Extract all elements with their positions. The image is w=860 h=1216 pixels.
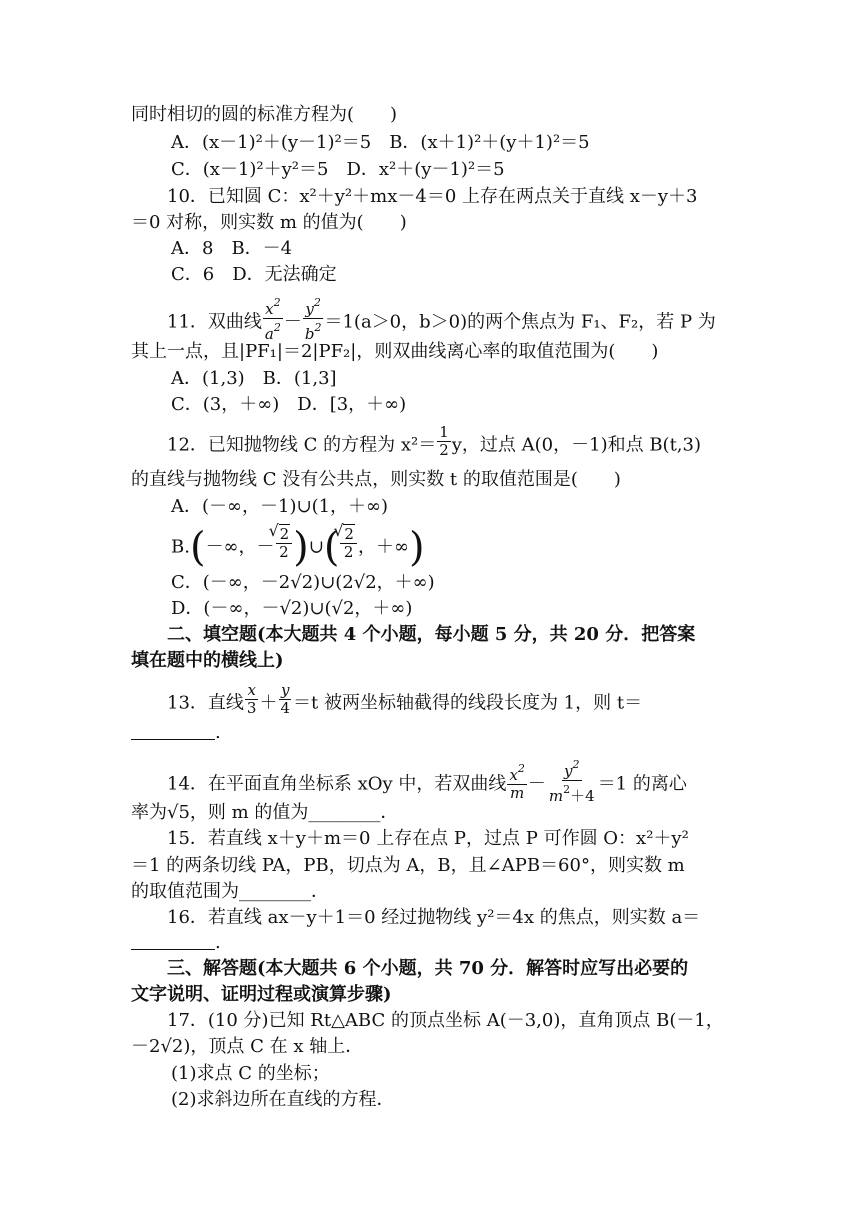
q14-prefix: 14．在平面直角坐标系 xOy 中，若双曲线: [167, 773, 507, 795]
q11-options-ab: A．(1,3) B．(1,3]: [171, 368, 337, 389]
q11-line1: 11．双曲线 $\frac{x^2}{a^2}$ － $\frac{y^2}{b^2}$ ＝1(a＞0，b＞0)的两个焦点为 F₁、F₂，若 P 为: [167, 296, 716, 343]
q10-line1: 10．已知圆 C：x²＋y²＋mx－4＝0 上存在两点关于直线 x－y＋3: [167, 186, 698, 207]
q17-part2: (2)求斜边所在直线的方程．: [171, 1089, 395, 1110]
q17-line1: 17．(10 分)已知 Rt△ABC 的顶点坐标 A(－3,0)，直角顶点 B(－1，: [167, 1010, 724, 1031]
q13-blank-line: .: [131, 720, 221, 746]
q11-suffix: ＝1(a＞0，b＞0)的两个焦点为 F₁、F₂，若 P 为: [324, 311, 716, 333]
q13-prefix: 13．直线: [167, 692, 244, 714]
q12-line1: [167, 423, 702, 459]
q11-line2: 其上一点，且|PF₁|＝2|PF₂|，则双曲线离心率的取值范围为( ): [131, 341, 659, 362]
q11-prefix: 11．双曲线: [167, 311, 262, 333]
q14-line1: 14．在平面直角坐标系 xOy 中，若双曲线 $\frac{x^2}{m}$ － $\frac{y^2}{m^2+4}$ ＝1 的离心: [167, 758, 687, 805]
q12-option-b: B.(－∞，－ √ $\frac{2}{2}$ )∪( √ $\frac{2}{2}$ ，＋∞): [171, 530, 425, 556]
q12-option-c: C．(－∞，－2√2)∪(2√2，＋∞): [171, 572, 435, 593]
answer-blank[interactable]: [131, 725, 215, 740]
q17-line2: －2√2)，顶点 C 在 x 轴上．: [131, 1036, 364, 1057]
q15-line2: ＝1 的两条切线 PA，PB，切点为 A，B，且∠APB＝60°，则实数 m: [131, 855, 685, 876]
frac-y-4: $\frac{y}{4}$: [280, 681, 290, 717]
q10-line2: ＝0 对称，则实数 m 的值为( ): [131, 212, 407, 233]
q13-suffix: ＝t 被两坐标轴截得的线段长度为 1，则 t＝: [293, 692, 643, 714]
q13-line1: 13．直线 $\frac{x}{3}$ ＋ $\frac{y}{4}$ ＝t 被两坐标轴截得的线段长度为 1，则 t＝: [167, 681, 643, 717]
q15-line1: 15．若直线 x＋y＋m＝0 上存在点 P，过点 P 可作圆 O：x²＋y²: [167, 828, 689, 849]
q12-prefix: 12．已知抛物线 C 的方程为 x²＝: [167, 434, 437, 456]
q16-blank-line: .: [131, 930, 221, 956]
q9-options-cd: C．(x－1)²＋y²＝5 D．x²＋(y－1)²＝5: [171, 159, 505, 180]
q12-line2: 的直线与抛物线 C 没有公共点，则实数 t 的取值范围是( ): [131, 469, 621, 490]
q10-options-ab: A．8 B．－4: [171, 238, 293, 259]
frac-y2-m2plus4: $\frac{y^2}{m^2+4}$: [548, 758, 595, 805]
frac-y2-b2: $\frac{y^2}{b^2}$: [304, 296, 322, 343]
q9-tail: 同时相切的圆的标准方程为( ): [131, 104, 398, 125]
section2-heading-line2: 填在题中的横线上): [131, 650, 284, 671]
section3-heading-line1: 三、解答题(本大题共 6 个小题，共 70 分．解答时应写出必要的: [167, 958, 689, 979]
q15-line3: 的取值范围为________．: [131, 881, 329, 902]
q14-line2: 率为√5，则 m 的值为________．: [131, 802, 399, 823]
q12-option-a: A．(－∞，－1)∪(1，＋∞): [171, 496, 389, 517]
section3-heading-line2: 文字说明、证明过程或演算步骤): [131, 984, 392, 1005]
q12-option-d: D．(－∞，－√2)∪(√2，＋∞): [171, 598, 413, 619]
answer-blank[interactable]: [131, 935, 215, 950]
q14-suffix: ＝1 的离心: [597, 773, 687, 795]
frac-half: $\frac{1}{2}$: [439, 423, 449, 459]
q16-line1: 16．若直线 ax－y＋1＝0 经过抛物线 y²＝4x 的焦点，则实数 a＝: [167, 907, 701, 928]
q10-options-cd: C．6 D．无法确定: [171, 264, 337, 285]
q17-part1: (1)求点 C 的坐标；: [171, 1063, 330, 1084]
frac-sqrt2-over-2: √ $\frac{2}{2}$: [340, 526, 357, 561]
frac-x-3: $\frac{x}{3}$: [246, 681, 257, 717]
frac-x2-a2: $\frac{x^2}{a^2}$: [264, 296, 281, 343]
q11-options-cd: C．(3，＋∞) D．[3，＋∞): [171, 394, 407, 415]
frac-x2-m: $\frac{x^2}{m}$: [509, 761, 525, 802]
q9-options-ab: A．(x－1)²＋(y－1)²＝5 B．(x＋1)²＋(y＋1)²＝5: [171, 132, 590, 153]
q12-suffix: y，过点 A(0，－1)和点 B(t,3): [451, 434, 702, 456]
section2-heading-line1: 二、填空题(本大题共 4 个小题，每小题 5 分，共 20 分．把答案: [167, 624, 696, 645]
frac-sqrt2-over-2-neg: √ $\frac{2}{2}$: [276, 526, 293, 561]
